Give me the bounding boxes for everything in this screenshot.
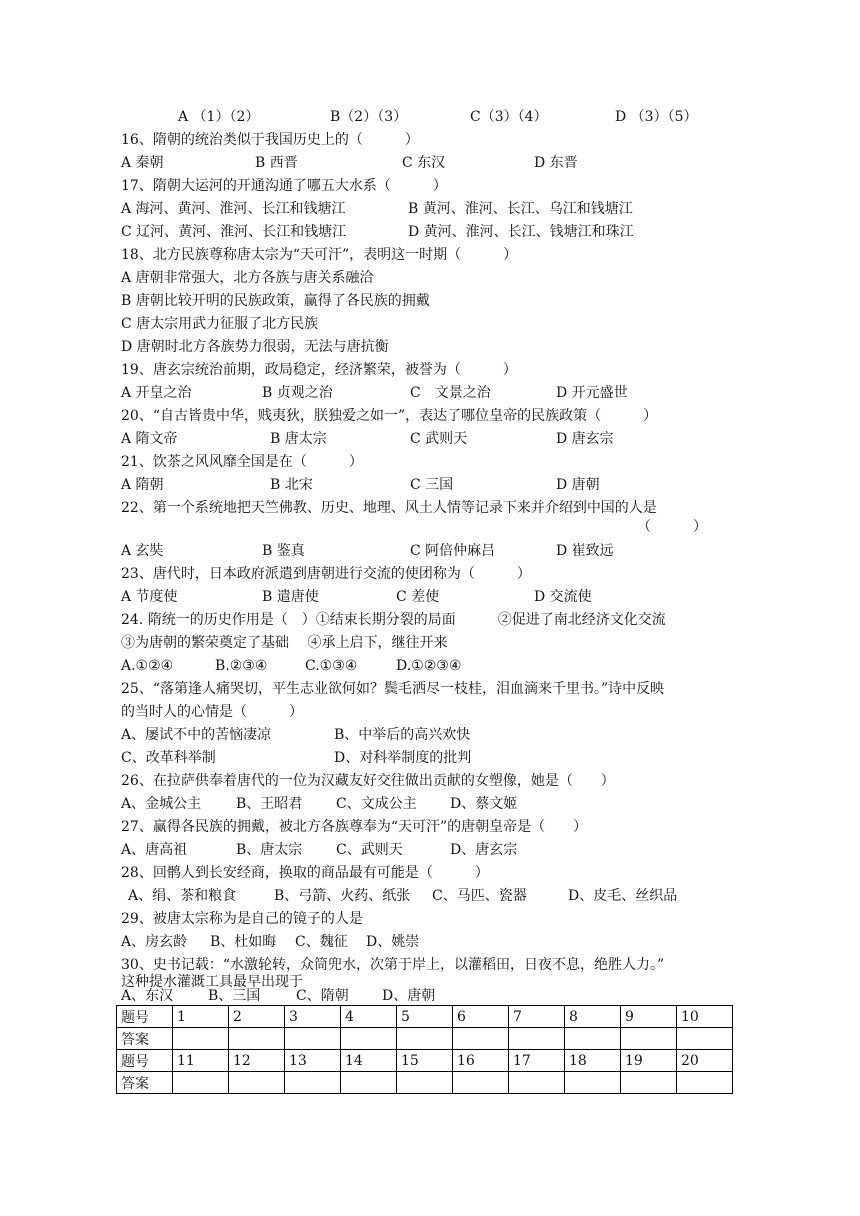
answer-table <box>116 1005 733 1094</box>
q22-option-a: A 玄奘 <box>121 543 164 559</box>
q21-option-c: C 三国 <box>410 477 454 493</box>
question-number-cell: 18 <box>565 1050 621 1072</box>
answer-table-row <box>117 1050 733 1072</box>
answer-cell[interactable] <box>341 1028 397 1050</box>
question-number-cell: 11 <box>173 1050 229 1072</box>
question-number-cell: 5 <box>397 1006 453 1028</box>
q22-stem: 22、第一个系统地把天竺佛教、历史、地理、风土人情等记录下来并介绍到中国的人是 <box>121 500 657 516</box>
q27-stem: 27、赢得各民族的拥戴，被北方各族尊奉为“天可汗”的唐朝皇帝是（ ） <box>121 819 588 835</box>
q19-stem: 19、唐玄宗统治前期，政局稳定，经济繁荣，被誉为（ ） <box>121 362 517 378</box>
q15-option-a: A （1）（2） <box>178 109 260 125</box>
question-number-cell: 16 <box>453 1050 509 1072</box>
q15-option-c: C（3）（4） <box>470 109 548 125</box>
q25-option-b: B、中举后的高兴欢快 <box>334 727 471 743</box>
q24-option-b: B.②③④ <box>215 658 268 674</box>
q17-stem: 17、隋朝大运河的开通沟通了哪五大水系（ ） <box>121 178 447 194</box>
q17-option-d: D 黄河、淮河、长江、钱塘江和珠江 <box>408 224 634 240</box>
answer-cell[interactable] <box>229 1072 285 1094</box>
answer-cell[interactable] <box>621 1028 677 1050</box>
q19-option-d: D 开元盛世 <box>556 385 628 401</box>
q21-option-b: B 北宋 <box>270 477 313 493</box>
question-number-cell: 6 <box>453 1006 509 1028</box>
q23-option-c: C 差使 <box>396 589 440 605</box>
answer-cell[interactable] <box>397 1028 453 1050</box>
answer-cell[interactable] <box>565 1072 621 1094</box>
q24-stem-line2: ③为唐朝的繁荣奠定了基础 ④承上启下，继往开来 <box>121 635 448 651</box>
q25-option-a: A、屡试不中的苦恼凄凉 <box>121 727 272 743</box>
q21-option-a: A 隋朝 <box>121 477 164 493</box>
q27-option-d: D、唐玄宗 <box>450 842 518 858</box>
q26-option-d: D、蔡文姬 <box>450 796 518 812</box>
q17-option-c: C 辽河、黄河、淮河、长江和钱塘江 <box>121 224 347 240</box>
q30-option-b: B、三国 <box>208 988 261 1004</box>
q18-option-a: A 唐朝非常强大，北方各族与唐关系融洽 <box>121 270 374 286</box>
answer-table-row <box>117 1006 733 1028</box>
answer-cell[interactable] <box>229 1028 285 1050</box>
q21-option-d: D 唐朝 <box>556 477 600 493</box>
q17-option-a: A 海河、黄河、淮河、长江和钱塘江 <box>121 201 346 217</box>
q18-option-c: C 唐太宗用武力征服了北方民族 <box>121 316 319 332</box>
header-cell: 题号 <box>117 1050 173 1072</box>
q18-stem: 18、北方民族尊称唐太宗为“天可汗”，表明这一时期（ ） <box>121 247 518 263</box>
q23-option-a: A 节度使 <box>121 589 178 605</box>
q20-option-a: A 隋文帝 <box>121 431 178 447</box>
answer-label-cell: 答案 <box>117 1072 173 1094</box>
q23-stem: 23、唐代时，日本政府派遣到唐朝进行交流的使团称为（ ） <box>121 566 531 582</box>
answer-cell[interactable] <box>285 1028 341 1050</box>
q18-option-d: D 唐朝时北方各族势力很弱，无法与唐抗衡 <box>121 339 389 355</box>
answer-cell[interactable] <box>621 1072 677 1094</box>
q26-option-b: B、王昭君 <box>236 796 303 812</box>
q23-option-b: B 遣唐使 <box>262 589 319 605</box>
q25-stem-line2: 的当时人的心情是（ ） <box>121 704 303 720</box>
q25-option-c: C、改革科举制 <box>121 750 216 766</box>
q28-option-d: D、皮毛、丝织品 <box>568 888 678 904</box>
q28-option-c: C、马匹、瓷器 <box>432 888 527 904</box>
question-number-cell: 15 <box>397 1050 453 1072</box>
q28-stem: 28、回鹘人到长安经商，换取的商品最有可能是（ ） <box>121 865 489 881</box>
q20-option-d: D 唐玄宗 <box>556 431 614 447</box>
q29-option-b: B、杜如晦 <box>210 934 277 950</box>
q28-option-b: B、弓箭、火药、纸张 <box>274 888 411 904</box>
q22-option-b: B 鉴真 <box>262 543 305 559</box>
q16-option-c: C 东汉 <box>402 155 446 171</box>
q21-stem: 21、饮茶之风风靡全国是在（ ） <box>121 454 363 470</box>
q25-stem-line1: 25、“落第逢人痛哭切，平生志业欲何如？鬓毛洒尽一枝桂，泪血滴来千里书。”诗中反映 <box>121 681 665 697</box>
q17-option-b: B 黄河、淮河、长江、乌江和钱塘江 <box>408 201 633 217</box>
question-number-cell: 8 <box>565 1006 621 1028</box>
answer-cell[interactable] <box>509 1072 565 1094</box>
q27-option-a: A、唐高祖 <box>121 842 188 858</box>
q25-option-d: D、对科举制度的批判 <box>334 750 472 766</box>
question-number-cell: 12 <box>229 1050 285 1072</box>
q16-option-a: A 秦朝 <box>121 155 164 171</box>
answer-cell[interactable] <box>565 1028 621 1050</box>
q27-option-c: C、武则天 <box>336 842 403 858</box>
q30-option-a: A、东汉 <box>121 988 174 1004</box>
q18-option-b: B 唐朝比较开明的民族政策，赢得了各民族的拥戴 <box>121 293 430 309</box>
q15-option-d: D （3）（5） <box>615 109 698 125</box>
question-number-cell: 7 <box>509 1006 565 1028</box>
q30-option-d: D、唐朝 <box>382 988 436 1004</box>
q24-option-a: A.①②④ <box>121 658 174 674</box>
header-cell: 题号 <box>117 1006 173 1028</box>
answer-table-row <box>117 1028 733 1050</box>
q20-option-c: C 武则天 <box>410 431 468 447</box>
question-number-cell: 1 <box>173 1006 229 1028</box>
question-number-cell: 19 <box>621 1050 677 1072</box>
q29-option-a: A、房玄龄 <box>121 934 188 950</box>
q24-stem-line1: 24. 隋统一的历史作用是（ ）①结束长期分裂的局面 ②促进了南北经济文化交流 <box>121 612 666 628</box>
answer-cell[interactable] <box>677 1028 733 1050</box>
answer-cell[interactable] <box>397 1072 453 1094</box>
question-number-cell: 14 <box>341 1050 397 1072</box>
question-number-cell: 3 <box>285 1006 341 1028</box>
q15-option-b: B（2）（3） <box>330 109 408 125</box>
answer-cell[interactable] <box>341 1072 397 1094</box>
q26-option-a: A、金城公主 <box>121 796 202 812</box>
question-number-cell: 10 <box>677 1006 733 1028</box>
answer-label-cell: 答案 <box>117 1028 173 1050</box>
q28-option-a: A、绢、茶和粮食 <box>128 888 237 904</box>
q24-option-d: D.①②③④ <box>396 658 462 674</box>
q20-stem: 20、“自古皆贵中华，贱夷狄，朕独爱之如一”，表达了哪位皇帝的民族政策（ ） <box>121 408 658 424</box>
answer-cell[interactable] <box>453 1072 509 1094</box>
q29-option-d: D、姚崇 <box>366 934 420 950</box>
q19-option-c: C 文景之治 <box>410 385 491 401</box>
q26-option-c: C、文成公主 <box>336 796 417 812</box>
q20-option-b: B 唐太宗 <box>270 431 327 447</box>
answer-cell[interactable] <box>285 1072 341 1094</box>
q30-option-c: C、隋朝 <box>296 988 349 1004</box>
q26-stem: 26、在拉萨供奉着唐代的一位为汉藏友好交往做出贡献的女塑像，她是（ ） <box>121 773 615 789</box>
question-number-cell: 17 <box>509 1050 565 1072</box>
q19-option-b: B 贞观之治 <box>262 385 333 401</box>
q23-option-d: D 交流使 <box>534 589 592 605</box>
question-number-cell: 13 <box>285 1050 341 1072</box>
answer-cell[interactable] <box>173 1072 229 1094</box>
answer-cell[interactable] <box>509 1028 565 1050</box>
answer-cell[interactable] <box>453 1028 509 1050</box>
answer-cell[interactable] <box>677 1072 733 1094</box>
answer-table-row <box>117 1072 733 1094</box>
q29-option-c: C、魏征 <box>295 934 348 950</box>
q22-option-c: C 阿倍仲麻吕 <box>410 543 496 559</box>
q16-option-b: B 西晋 <box>255 155 298 171</box>
q29-stem: 29、被唐太宗称为是自己的镜子的人是 <box>121 911 363 927</box>
question-number-cell: 20 <box>677 1050 733 1072</box>
q22-answer-blank: （ ） <box>637 519 707 535</box>
q22-option-d: D 崔致远 <box>556 543 614 559</box>
q16-stem: 16、隋朝的统治类似于我国历史上的（ ） <box>121 132 419 148</box>
q19-option-a: A 开皇之治 <box>121 385 192 401</box>
question-number-cell: 2 <box>229 1006 285 1028</box>
question-number-cell: 9 <box>621 1006 677 1028</box>
q30-stem-line1: 30、史书记载：“水激轮转，众筒兜水，次第于岸上，以灌稻田，日夜不息，绝胜人力。” <box>121 957 665 973</box>
q30-stem-line2: 这种提水灌溉工具最早出现于 <box>121 974 303 990</box>
q16-option-d: D 东晋 <box>534 155 578 171</box>
q24-option-c: C.①③④ <box>305 658 358 674</box>
q27-option-b: B、唐太宗 <box>236 842 303 858</box>
question-number-cell: 4 <box>341 1006 397 1028</box>
answer-cell[interactable] <box>173 1028 229 1050</box>
